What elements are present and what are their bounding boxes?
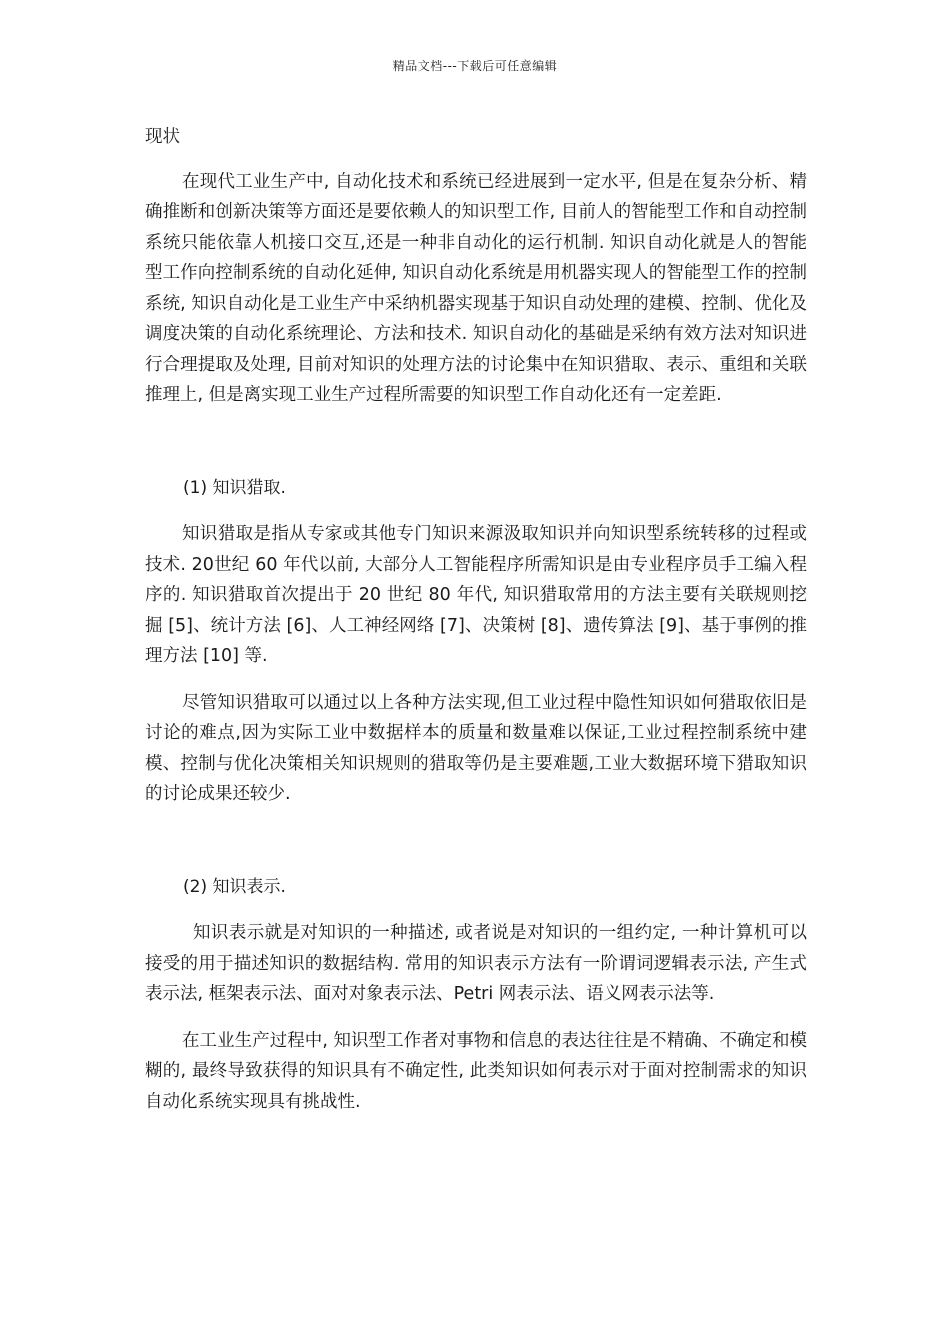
section-title: 现状 [145,127,180,147]
page-header: 精品文档---下载后可任意编辑 [392,59,558,73]
subsection-heading-representation: (2) 知识表示. [183,876,286,897]
subsection-heading-acquisition: (1) 知识猎取. [183,477,286,498]
paragraph-acquisition-difficulty: 尽管知识猎取可以通过以上各种方法实现,但工业过程中隐性知识如何猎取依旧是讨论的难点,因为实际工业中数据样本的质量和数量难以保证,工业过程控制系统中建模、控制与优化决策相关知识规则的猎取等仍是主要难题,工业大数据环境下猎取知识的讨论成果还较少. [145,692,807,804]
paragraph-representation: 知识表示就是对知识的一种描述, 或者说是对知识的一组约定, 一种计算机可以接受的用于描述知识的数据结构. 常用的知识表示方法有一阶谓词逻辑表示法, 产生式表示法, 框架表示法、面对对象表示法、Petri 网表示法、语义网表示法等. [145,923,807,1004]
paragraph-acquisition: 知识猎取是指从专家或其他专门知识来源汲取知识并向知识型系统转移的过程或技术. 20世纪 60 年代以前, 大部分人工智能程序所需知识是由专业程序员手工编入程序的. 知识猎取首次提出于 20 世纪 80 年代, 知识猎取常用的方法主要有关联规则挖掘 [5]、统计方法 [6]、人工神经网络 [7]、决策树 [8]、遗传算法 [9]、基于事例的推理方法 [10] 等. [145,524,807,666]
document-body [145,122,807,1117]
paragraph-representation-challenge: 在工业生产过程中, 知识型工作者对事物和信息的表达往往是不精确、不确定和模糊的, 最终导致获得的知识具有不确定性, 此类知识如何表示对于面对控制需求的知识自动化系统实现具有挑战性. [145,1030,807,1112]
paragraph-intro: 在现代工业生产中, 自动化技术和系统已经进展到一定水平, 但是在复杂分析、精确推断和创新决策等方面还是要依赖人的知识型工作, 目前人的智能型工作和自动控制系统只能依靠人机接口交互,还是一种非自动化的运行机制. 知识自动化就是人的智能型工作向控制系统的自动化延伸, 知识自动化系统是用机器实现人的智能型工作的控制系统, 知识自动化是工业生产中采纳机器实现基于知识自动处理的建模、控制、优化及调度决策的自动化系统理论、方法和技术. 知识自动化的基础是采纳有效方法对知识进行合理提取及处理, 目前对知识的处理方法的讨论集中在知识猎取、表示、重组和关联推理上, 但是离实现工业生产过程所需要的知识型工作自动化还有一定差距. [145,171,807,405]
